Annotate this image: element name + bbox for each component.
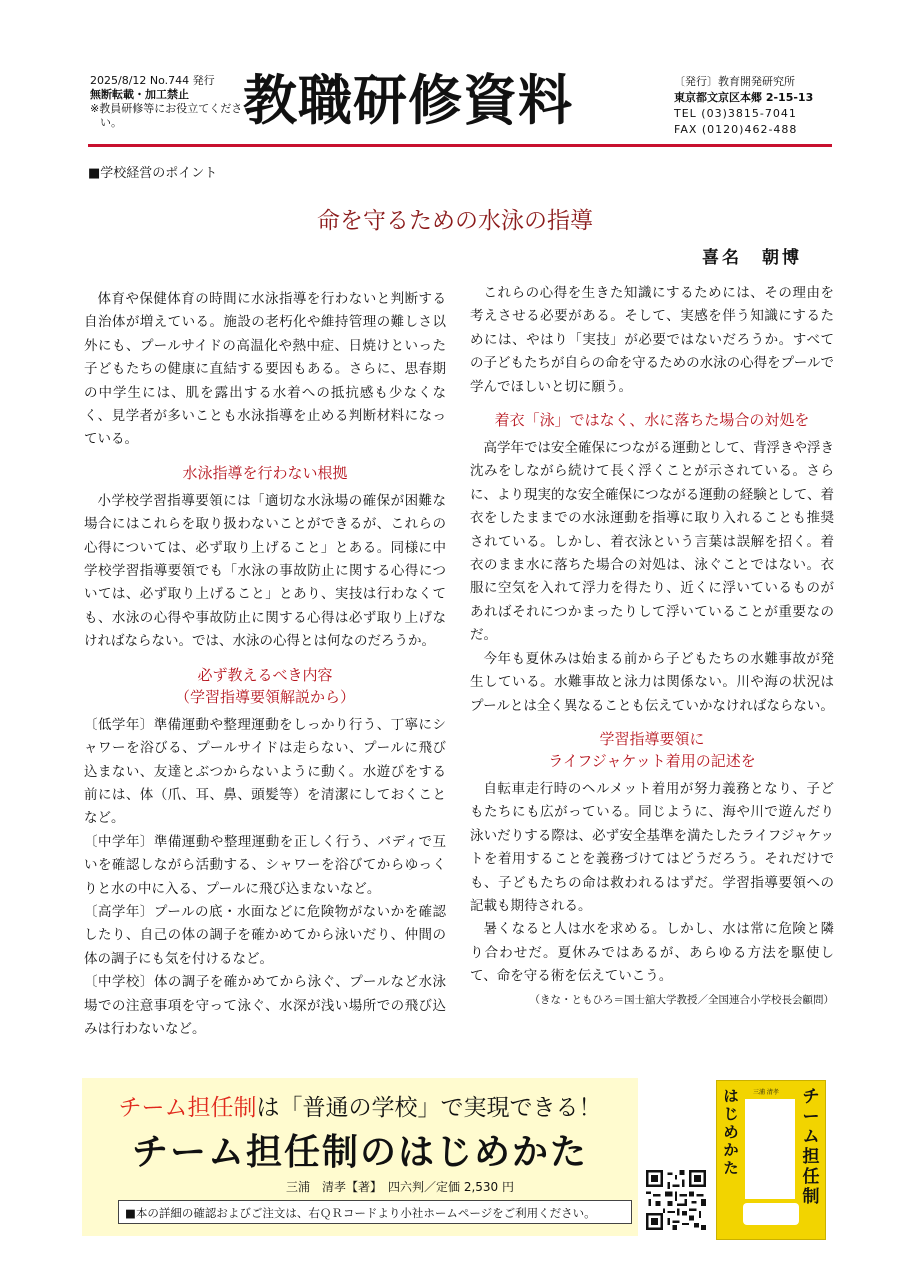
list-item-junior-high: 〔中学校〕体の調子を確かめてから泳ぐ、プールなど水泳場での注意事項を守って泳ぐ、水深が浅い場所での飛び込みは行わないなど。 [84, 974, 446, 1037]
list-item-middle-grades: 〔中学年〕準備運動や整理運動を正しく行う、バディで互いを確認しながら活動する、シャワーを浴びてからゆっくりと水の中に入る、プールに飛び込まないなど。 [84, 833, 446, 897]
author-credit: （きな・ともひろ＝国士舘大学教授／全国連合小学校長会顧問） [529, 993, 834, 1006]
paragraph-guidelines: 小学校学習指導要領には「適切な水泳場の確保が困難な場合にはこれらを取り扱わないことができるが、これらの心得については、必ず取り上げること」とある。同様に中学校学習指導要領でも「水泳の事故防止に関する心得については、必ず取り上げること」とあり、実技は行わなくても、水泳の心得や事故防止に関する心得は必ず取り上げなければならない。では、水泳の心得とは何なのだろうか。 [84, 492, 446, 650]
cover-author: 三浦 清孝 [753, 1089, 779, 1096]
header-rule [88, 144, 832, 147]
article-column-right [470, 282, 834, 1009]
subhead-must-teach [84, 664, 446, 708]
subhead-no-swimming-basis: 水泳指導を行わない根拠 [182, 463, 348, 482]
paragraph-knowledge: これらの心得を生きた知識にするためには、その理由を考えさせる必要がある。そして、実感を伴う知識にするためには、やはり「実技」が必要ではないだろうか。すべての子どもたちが自らの命を守るための水泳の心得をプールで学んでほしいと切に願う。 [470, 285, 834, 395]
ad-book-title: チーム担任制のはじめかた [131, 1132, 588, 1173]
cover-band [743, 1203, 799, 1225]
ad-author-price: 三浦 清孝【著】 四六判／定価 2,530 円 [286, 1180, 514, 1194]
article-title: 命を守るための水泳の指導 [317, 208, 593, 234]
paragraph-water-accidents: 今年も夏休みは始まる前から子どもたちの水難事故が発生している。水難事故と泳力は関係ない。川や海の状況はプールとは全く異なることも伝えていかなければならない。 [470, 650, 834, 714]
paragraph-clothed-swimming: 高学年では安全確保につながる運動として、背浮きや浮き沈みをしながら続けて長く浮くことが示されている。さらに、より現実的な安全確保につながる運動の経験として、着衣をしたままでの水泳運動を指導に取り入れることも推奨されている。しかし、着衣泳という言葉は誤解を招く。着衣のまま水に落ちた場合の対処は、泳ぐことではない。衣服に空気を入れて浮力を得たり、近くに浮いているものがあればそれにつかまったりして浮いていることが重要なのだ。 [470, 440, 834, 644]
publisher-info [674, 74, 813, 138]
book-cover-image[interactable] [716, 1080, 826, 1240]
subhead-must-teach-line2: （学習指導要領解説から） [174, 687, 355, 706]
issue-date: 2025/8/12 No.744 発行 [90, 74, 215, 87]
subhead-life-jacket [470, 728, 834, 772]
publisher-fax: FAX (0120)462-488 [674, 123, 798, 136]
subhead-must-teach-line1: 必ず教えるべき内容 [197, 665, 333, 684]
article-author: 喜名 朝博 [702, 248, 802, 268]
ad-catch-rest: は「普通の学校」で実現できる！ [256, 1095, 602, 1121]
cover-subtitle: はじめかた [723, 1087, 739, 1177]
paragraph-life-jacket: 自転車走行時のヘルメット着用が努力義務となり、子どもたちにも広がっている。同じように、海や川で遊んだり泳いだりする際は、必ず安全基準を満たしたライフジャケットを着用することを義務づけてはどうだろう。それだけでも、子どもたちの命は救われるはずだ。学習指導要領への記載も期待される。 [470, 780, 834, 914]
publisher-tel: TEL (03)3815-7041 [674, 107, 797, 120]
section-tag: ■学校経営のポイント [88, 166, 218, 181]
subhead-life-jacket-line2: ライフジャケット着用の記述を [548, 751, 756, 770]
subhead-clothed-fall: 着衣「泳」ではなく、水に落ちた場合の対処を [494, 411, 810, 430]
paragraph-closing: 暑くなると人は水を求める。しかし、水は常に危険と隣り合わせだ。夏休みではあるが、あらゆる方法を駆使して、命を守る術を伝えていこう。 [470, 921, 834, 985]
cover-title: チーム担任制 [802, 1087, 820, 1207]
publisher-name: 〔発行〕教育開発研究所 [674, 75, 795, 88]
qr-code-icon[interactable] [646, 1170, 706, 1230]
usage-note: ※教員研修等にお役立てください。 [90, 102, 243, 129]
issue-meta [90, 74, 250, 130]
ad-catch-highlight: チーム担任制 [118, 1095, 257, 1121]
ad-catchphrase [82, 1089, 638, 1122]
intro-paragraph: 体育や保健体育の時間に水泳指導を行わないと判断する自治体が増えている。施設の老朽化や維持管理の難しさ以外にも、プールサイドの高温化や熱中症、日焼けといった子どもたちの健康に直結する要因もある。さらに、思春期の中学生には、肌を露出する水着への抵抗感も少なくなく、見学者が多いことも水泳指導を止める判断材料になっている。 [84, 291, 446, 448]
publisher-address: 東京都文京区本郷 2-15-13 [674, 91, 814, 104]
newsletter-title: 教職研修資料 [243, 69, 573, 132]
cover-illustration [745, 1099, 795, 1199]
list-item-lower-grades: 〔低学年〕準備運動や整理運動をしっかり行う、丁寧にシャワーを浴びる、プールサイドは走らない、プールに飛び込まない、友達とぶつからないように動く。水遊びをする前には、体（爪、耳、鼻、頭髪等）を清潔にしておくことなど。 [84, 716, 446, 827]
article-column-left [84, 288, 446, 1041]
subhead-life-jacket-line1: 学習指導要領に [599, 729, 705, 748]
ad-order-note: ■本の詳細の確認およびご注文は、右ＱＲコードより小社ホームページをご利用ください。 [118, 1200, 632, 1224]
list-item-upper-grades: 〔高学年〕プールの底・水面などに危険物がないかを確認したり、自己の体の調子を確かめてから泳いだり、仲間の体の調子にも気を付けるなど。 [84, 903, 446, 967]
no-reprint-notice: 無断転載・加工禁止 [90, 88, 189, 101]
